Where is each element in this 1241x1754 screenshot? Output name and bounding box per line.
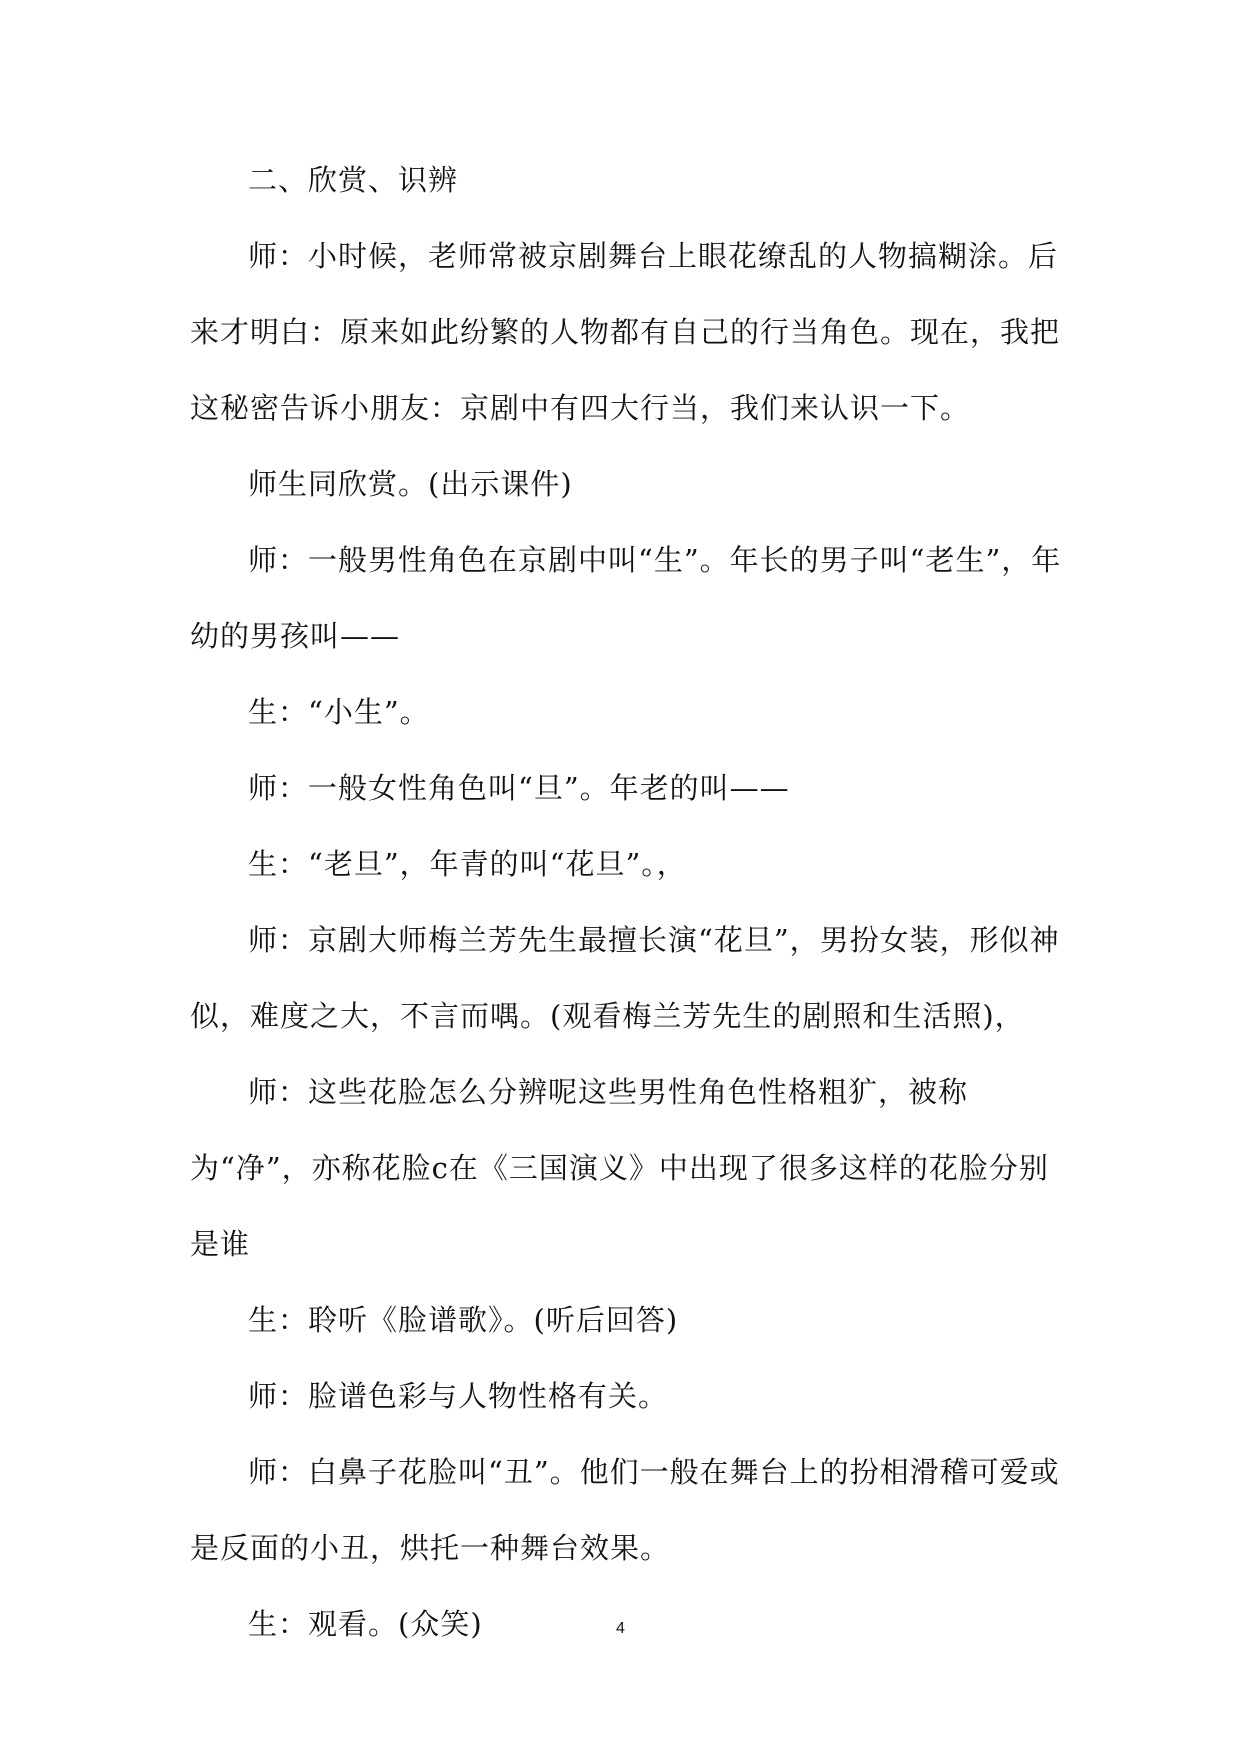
paragraph: 师：一般男性角色在京剧中叫“生”。年长的男子叫“老生”，年幼的男孩叫——: [190, 543, 1062, 653]
paragraph: 生：观看。(众笑): [248, 1607, 483, 1641]
paragraph: 师：这些花脸怎么分辨呢这些男性角色性格粗犷，被称为“净”，亦称花脸c在《三国演义》中出现了很多这样的花脸分别是谁: [190, 1075, 1049, 1261]
page-number: 4: [616, 1620, 625, 1637]
paragraph: 师生同欣赏。(出示课件): [248, 467, 573, 501]
section-heading: 二、欣赏、识辨: [248, 163, 459, 197]
paragraph: 生：“小生”。: [248, 695, 430, 729]
paragraph: 师：脸谱色彩与人物性格有关。: [248, 1379, 669, 1413]
paragraph: 生：“老旦”，年青的叫“花旦”。，: [248, 847, 687, 881]
paragraph: 师：小时候，老师常被京剧舞台上眼花缭乱的人物搞糊涂。后来才明白：原来如此纷繁的人物都有自己的行当角色。现在，我把这秘密告诉小朋友：京剧中有四大行当，我们来认识一下。: [190, 239, 1061, 425]
document-body: [190, 142, 1070, 1662]
paragraph: 师：白鼻子花脸叫“丑”。他们一般在舞台上的扮相滑稽可爱或是反面的小丑，烘托一种舞台效果。: [190, 1455, 1060, 1565]
paragraph: 生：聆听《脸谱歌》。(听后回答): [248, 1303, 679, 1337]
paragraph: 师：京剧大师梅兰芳先生最擅长演“花旦”，男扮女装，形似神似，难度之大，不言而喁。(观看梅兰芳先生的剧照和生活照)，: [190, 923, 1060, 1033]
paragraph: 师：一般女性角色叫“旦”。年老的叫——: [248, 771, 790, 805]
